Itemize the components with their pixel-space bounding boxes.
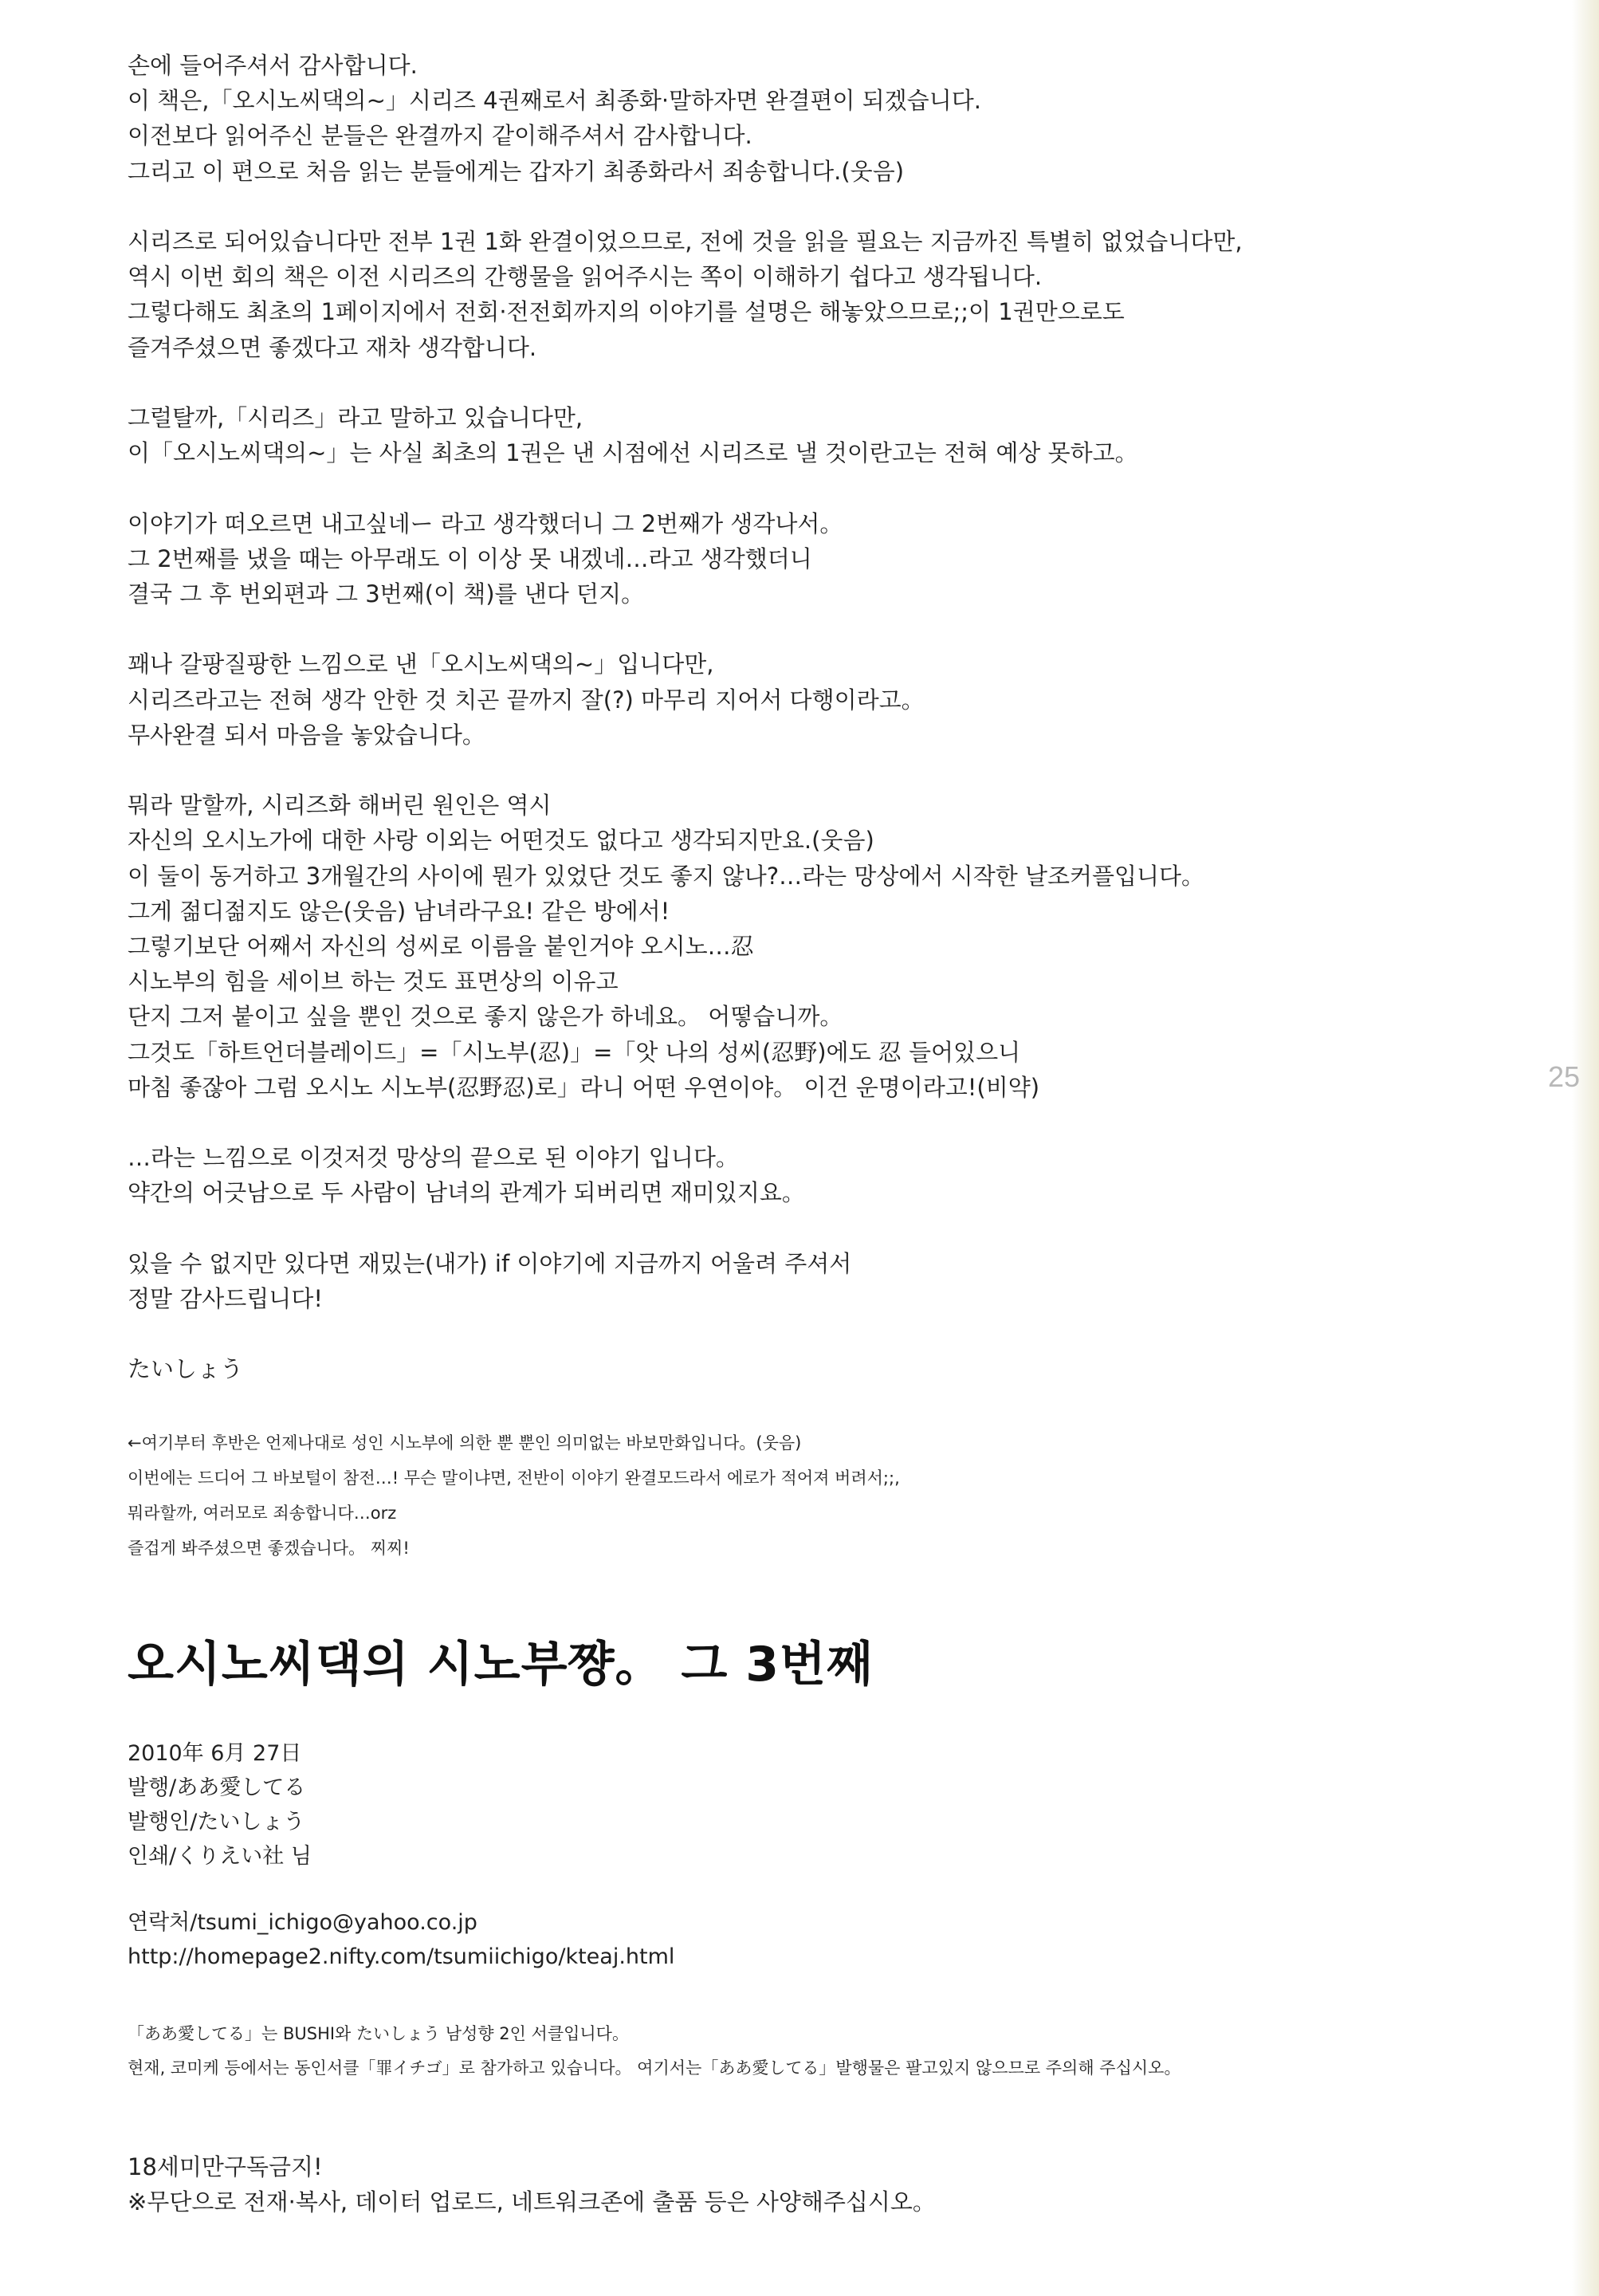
circle-note-line: 「ああ愛してる」는 BUSHI와 たいしょう 남성향 2인 서클입니다。	[128, 2024, 629, 2043]
text-line: 그게 젊디젊지도 않은(웃음) 남녀라구요! 같은 방에서!	[128, 897, 670, 925]
text-line: 그렇다해도 최초의 1페이지에서 전회·전전회까지의 이야기를 설명은 해놓았으므로;;이 1권만으로도	[128, 298, 1125, 326]
text-line: 자신의 오시노가에 대한 사랑 이외는 어떤것도 없다고 생각되지만요.(웃음)	[128, 827, 874, 855]
text-line: 무사완결 되서 마음을 놓았습니다。	[128, 721, 485, 749]
afterword-paragraph	[128, 1246, 1483, 1316]
text-line: 그럴탈까,「시리즈」라고 말하고 있습니다만,	[128, 404, 583, 431]
afterword-paragraph	[128, 1140, 1483, 1210]
afterword-paragraph	[128, 647, 1483, 753]
page-number: 25	[1548, 1060, 1581, 1093]
circle-note	[128, 2017, 1181, 2086]
text-line: 그렇기보단 어째서 자신의 성씨로 이름을 붙인거야 오시노…忍	[128, 933, 754, 960]
publish-date: 2010年 6月 27日	[128, 1741, 302, 1766]
afterword-paragraph	[128, 400, 1483, 470]
book-title: 오시노씨댁의 시노부쨩。 그 3번째	[128, 1637, 874, 1693]
afterword-paragraph	[128, 506, 1483, 612]
text-line: 이「오시노씨댁의~」는 사실 최초의 1권은 낸 시점에선 시리즈로 낼 것이란고는 전혀 예상 못하고。	[128, 439, 1138, 467]
publisher-person: 발행인/たいしょう	[128, 1810, 305, 1834]
note-line: 즐겁게 봐주셨으면 좋겠습니다。 찌찌!	[128, 1539, 410, 1558]
text-line: 시리즈라고는 전혀 생각 안한 것 치곤 끝까지 잘(?) 마무리 지어서 다행이라고。	[128, 686, 925, 714]
text-line: …라는 느낌으로 이것저것 망상의 끝으로 된 이야기 입니다。	[128, 1144, 739, 1172]
text-line: 시노부의 힘을 세이브 하는 것도 표면상의 이유고	[128, 968, 619, 996]
page-edge-shadow	[1572, 0, 1599, 2296]
circle-note-line: 현재, 코미케 등에서는 동인서클「罪イチゴ」로 참가하고 있습니다。 여기서는「ああ愛してる」발행물은 팔고있지 않으므로 주의해 주십시오。	[128, 2058, 1181, 2078]
text-line: 단지 그저 붙이고 싶을 뿐인 것으로 좋지 않은가 하네요。 어떻습니까。	[128, 1003, 843, 1031]
text-line: 이 둘이 동거하고 3개월간의 사이에 뭔가 있었단 것도 좋지 않나?…라는 망상에서 시작한 날조커플입니다。	[128, 862, 1205, 890]
text-line: 손에 들어주셔서 감사합니다.	[128, 52, 418, 79]
contact-url: http://homepage2.nifty.com/tsumiichigo/kteaj.html	[128, 1944, 675, 1969]
text-line: 정말 감사드립니다!	[128, 1285, 323, 1312]
author-signature: たいしょう	[128, 1355, 244, 1383]
text-line: 약간의 어긋남으로 두 사람이 남녀의 관계가 되버리면 재미있지요。	[128, 1179, 805, 1207]
contact-email: 연락처/tsumi_ichigo@yahoo.co.jp	[128, 1910, 477, 1935]
colophon	[128, 1736, 312, 1873]
text-line: 즐겨주셨으면 좋겠다고 재차 생각합니다.	[128, 333, 537, 361]
text-line: 그리고 이 편으로 처음 읽는 분들에게는 갑자기 최종화라서 죄송합니다.(웃음)	[128, 157, 905, 185]
note-line: ←여기부터 후반은 언제나대로 성인 시노부에 의한 뿐 뿐인 의미없는 바보만화입니다。(웃음)	[128, 1433, 802, 1453]
afterword-text	[128, 48, 1483, 1387]
text-line: 마침 좋잖아 그럼 오시노 시노부(忍野忍)로」라니 어떤 우연이야。 이건 운명이라고!(비약)	[128, 1073, 1040, 1101]
contact-info	[128, 1905, 674, 1974]
text-line: 이야기가 떠오르면 내고싶네ー 라고 생각했더니 그 2번째가 생각나서。	[128, 509, 843, 537]
text-line: 이전보다 읽어주신 분들은 완결까지 같이해주셔서 감사합니다.	[128, 122, 752, 150]
publisher: 발행/ああ愛してる	[128, 1775, 306, 1800]
text-line: 있을 수 없지만 있다면 재밌는(내가) if 이야기에 지금까지 어울려 주셔서	[128, 1249, 852, 1277]
afterword-paragraph	[128, 48, 1483, 189]
note-line: 이번에는 드디어 그 바보털이 참전…! 무슨 말이냐면, 전반이 이야기 완결모드라서 에로가 적어져 버려서;;,	[128, 1468, 900, 1488]
afterword-paragraph	[128, 788, 1483, 1105]
text-line: 역시 이번 회의 책은 이전 시리즈의 간행물을 읽어주시는 쪽이 이해하기 쉽다고 생각됩니다.	[128, 263, 1043, 291]
text-line: 이 책은,「오시노씨댁의~」시리즈 4권째로서 최종화·말하자면 완결편이 되겠습니다.	[128, 87, 981, 115]
text-line: 뭐라 말할까, 시리즈화 해버린 원인은 역시	[128, 792, 552, 820]
afterword-paragraph	[128, 224, 1483, 365]
warning-notice	[128, 2149, 936, 2219]
author-note	[128, 1425, 1483, 1566]
age-warning: 18세미만구독금지!	[128, 2153, 323, 2180]
note-line: 뭐라할까, 여러모로 죄송합니다…orz	[128, 1504, 397, 1523]
text-line: 결국 그 후 번외편과 그 3번째(이 책)를 낸다 던지。	[128, 580, 645, 607]
printer: 인쇄/くりえい社 님	[128, 1844, 312, 1869]
text-line: 시리즈로 되어있습니다만 전부 1권 1화 완결이었으므로, 전에 것을 읽을 필요는 지금까진 특별히 없었습니다만,	[128, 228, 1243, 255]
text-line: 그 2번째를 냈을 때는 아무래도 이 이상 못 내겠네…라고 생각했더니	[128, 545, 812, 572]
text-line: 꽤나 갈팡질팡한 느낌으로 낸「오시노씨댁의~」입니다만,	[128, 651, 714, 678]
text-line: 그것도「하트언더블레이드」=「시노부(忍)」=「앗 나의 성씨(忍野)에도 忍 들어있으니	[128, 1038, 1021, 1066]
copyright-warning: ※무단으로 전재·복사, 데이터 업로드, 네트워크존에 출품 등은 사양해주십시오。	[128, 2188, 936, 2215]
